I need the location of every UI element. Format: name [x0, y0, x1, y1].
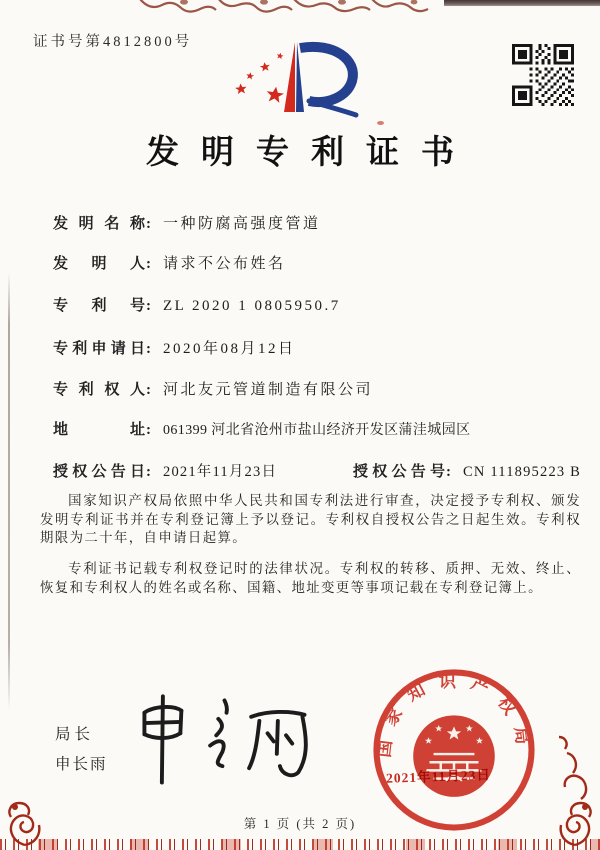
legal-paragraph-2: 专利证书记载专利权登记时的法律状况。专利权的转移、质押、无效、终止、恢复和专利权人的姓名或名称、国籍、地址变更等事项记载在专利登记簿上。	[40, 561, 581, 595]
field-row-patent-number	[53, 294, 341, 315]
cnipa-logo-icon	[228, 26, 376, 120]
field-row-invention-name	[53, 212, 321, 233]
field-colon: :	[146, 382, 151, 398]
field-label: 授权公告日	[53, 464, 145, 480]
legal-paragraph-1: 国家知识产权局依照中华人民共和国专利法进行审查，决定授予专利权、颁发发明专利证书并在专利登记簿上予以登记。专利权自授权公告之日起生效。专利权期限为二十年，自申请日起算。	[40, 493, 581, 546]
field-row-address	[53, 418, 471, 439]
field-value: 一种防腐高强度管道	[163, 216, 321, 232]
certificate-number: 证书号第4812800号	[33, 34, 193, 50]
page-number: 第 1 页 (共 2 页)	[243, 817, 357, 831]
field-row-patentee	[53, 378, 373, 399]
scan-fold-line	[8, 272, 10, 710]
field-label: 专利申请日	[53, 341, 145, 357]
seal-agency-text: 国家知识产权局	[374, 671, 534, 759]
qr-code-icon	[512, 44, 574, 106]
field-label: 授权公告号	[353, 464, 445, 480]
field-row-grant	[53, 460, 600, 481]
certificate-title: 发明专利证书	[146, 135, 476, 171]
field-value: 2021年11月23日	[163, 464, 278, 480]
field-colon: :	[146, 464, 151, 480]
field-grant-number	[353, 460, 581, 481]
field-colon: :	[146, 256, 151, 272]
bottom-right-corner-ornament-icon	[553, 735, 599, 847]
field-colon: :	[446, 464, 451, 480]
field-row-filing-date	[53, 337, 296, 358]
field-value: 请求不公布姓名	[163, 256, 286, 272]
field-label: 发明名称	[53, 216, 145, 232]
red-ink-speck	[377, 121, 384, 125]
field-colon: :	[146, 216, 151, 232]
field-value: ZL 2020 1 0805950.7	[163, 298, 341, 314]
top-edge-dark-bar	[444, 0, 600, 6]
top-border-ornament-icon	[138, 0, 430, 13]
field-colon: :	[146, 341, 151, 357]
director-signature-icon	[128, 688, 323, 796]
field-label: 发明人	[53, 256, 145, 272]
field-label: 地址	[53, 422, 145, 438]
signer-role: 局长	[55, 726, 95, 743]
field-value: CN 111895223 B	[463, 464, 582, 480]
field-row-inventor	[53, 252, 286, 273]
field-value: 061399 河北省沧州市盐山经济开发区蒲洼城园区	[163, 423, 471, 438]
field-value: 河北友元管道制造有限公司	[163, 382, 374, 398]
bottom-border-pattern	[0, 839, 600, 850]
field-colon: :	[146, 298, 151, 314]
field-label: 专利权人	[53, 382, 145, 398]
field-label: 专利号	[53, 298, 145, 314]
field-value: 2020年08月12日	[163, 341, 296, 357]
bottom-left-corner-ornament-icon	[1, 799, 47, 847]
field-colon: :	[146, 422, 151, 438]
seal-date-stamp: 2021年11月23日	[385, 767, 492, 786]
signer-name: 申长雨	[55, 756, 108, 773]
